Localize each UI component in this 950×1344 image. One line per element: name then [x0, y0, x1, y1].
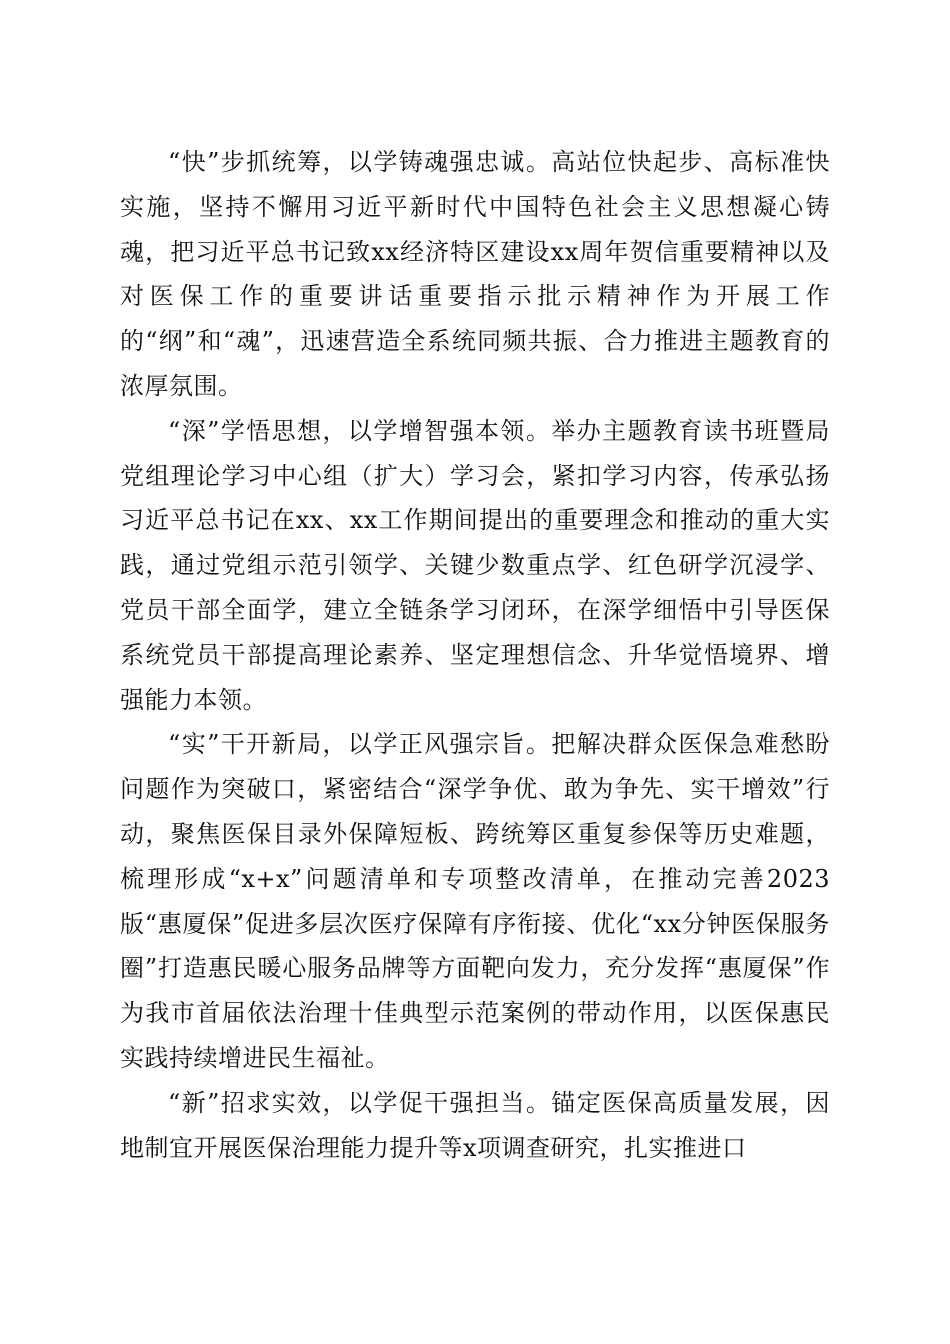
document-body — [120, 140, 830, 1170]
paragraph-xin: “新”招求实效，以学促干强担当。锚定医保高质量发展，因地制宜开展医保治理能力提升等x项调查研究，扎实推进口 — [120, 1088, 830, 1162]
paragraph-shen: “深”学悟思想，以学增智强本领。举办主题教育读书班暨局党组理论学习中心组（扩大）学习会，紧扣学习内容，传承弘扬习近平总书记在xx、xx工作期间提出的重要理念和推动的重大实践，通过党组示范引领学、关键少数重点学、红色研学沉浸学、党员干部全面学，建立全链条学习闭环，在深学细悟中引导医保系统党员干部提高理论素养、坚定理想信念、升华觉悟境界、增强能力本领。 — [120, 416, 830, 714]
paragraph-kuai: “快”步抓统筹，以学铸魂强忠诚。高站位快起步、高标准快实施，坚持不懈用习近平新时代中国特色社会主义思想凝心铸魂，把习近平总书记致xx经济特区建设xx周年贺信重要精神以及对医保工作的重要讲话重要指示批示精神作为开展工作的“纲”和“魂”，迅速营造全系统同频共振、合力推进主题教育的浓厚氛围。 — [120, 148, 830, 400]
paragraph-shi: “实”干开新局，以学正风强宗旨。把解决群众医保急难愁盼问题作为突破口，紧密结合“深学争优、敢为争先、实干增效”行动，聚焦医保目录外保障短板、跨统筹区重复参保等历史难题，梳理形成“x+x”问题清单和专项整改清单，在推动完善2023版“惠厦保”促进多层次医疗保障有序衔接、优化“xx分钟医保服务圈”打造惠民暖心服务品牌等方面靶向发力，充分发挥“惠厦保”作为我市首届依法治理十佳典型示范案例的带动作用，以医保惠民实践持续增进民生福祉。 — [120, 730, 830, 1072]
